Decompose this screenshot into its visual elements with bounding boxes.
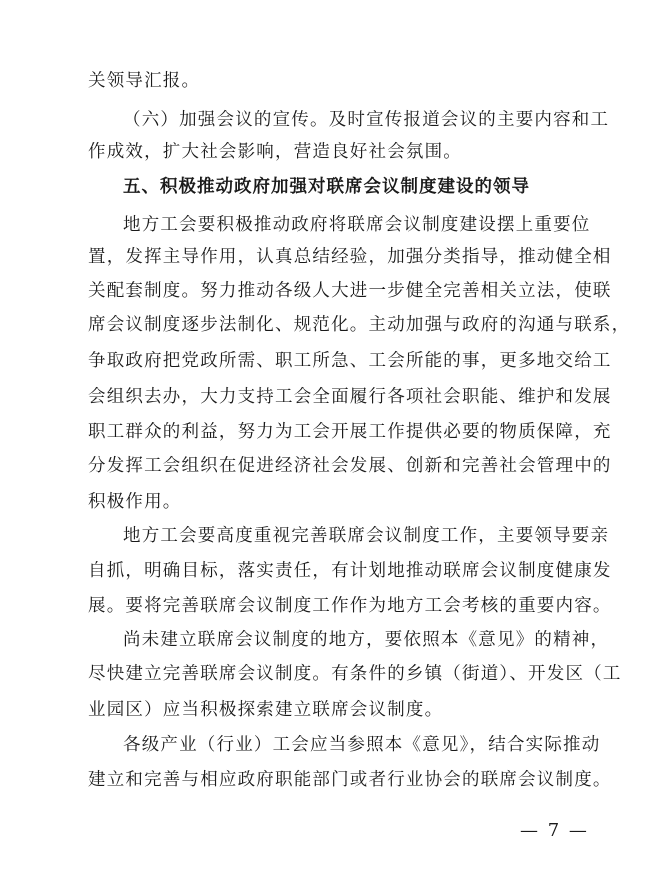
text-line: 会组织去办，大力支持工会全面履行各项社会职能、维护和发展 <box>88 387 612 407</box>
text-line: 职工群众的利益，努力为工会开展工作提供必要的物质保障，充 <box>88 422 612 442</box>
page-number: — 7 — <box>520 820 589 841</box>
text-line: 关配套制度。努力推动各级人大进一步健全完善相关立法，使联 <box>88 281 612 301</box>
text-line: 席会议制度逐步法制化、规范化。主动加强与政府的沟通与联系， <box>88 315 631 335</box>
text-line: 地方工会要高度重视完善联席会议制度工作，主要领导要亲 <box>123 526 610 546</box>
text-line: 争取政府把党政所需、职工所急、工会所能的事，更多地交给工 <box>88 351 612 371</box>
text-line: 作成效，扩大社会影响，营造良好社会氛围。 <box>88 142 462 162</box>
text-line: 自抓，明确目标，落实责任，有计划地推动联席会议制度健康发 <box>88 561 612 581</box>
text-line: 建立和完善与相应政府职能部门或者行业协会的联席会议制度。 <box>88 770 612 790</box>
text-line: 业园区）应当积极探索建立联席会议制度。 <box>88 700 444 720</box>
text-line: 关领导汇报。 <box>88 71 201 91</box>
text-line: 积极作用。 <box>88 492 182 512</box>
text-line: 尽快建立完善联席会议制度。有条件的乡镇（街道）、开发区（工 <box>88 664 622 684</box>
text-line: 地方工会要积极推动政府将联席会议制度建设摆上重要位 <box>123 215 591 235</box>
text-line: 尚未建立联席会议制度的地方，要依照本《意见》的精神， <box>123 630 610 650</box>
section-heading: 五、积极推动政府加强对联席会议制度建设的领导 <box>123 177 530 197</box>
text-line: （六）加强会议的宣传。及时宣传报道会议的主要内容和工 <box>123 110 610 130</box>
text-line: 展。要将完善联席会议制度工作作为地方工会考核的重要内容。 <box>88 596 612 616</box>
text-line: 分发挥工会组织在促进经济社会发展、创新和完善社会管理中的 <box>88 456 612 476</box>
text-line: 置，发挥主导作用，认真总结经验，加强分类指导，推动健全相 <box>88 247 612 267</box>
text-line: 各级产业（行业）工会应当参照本《意见》，结合实际推动 <box>123 735 601 755</box>
